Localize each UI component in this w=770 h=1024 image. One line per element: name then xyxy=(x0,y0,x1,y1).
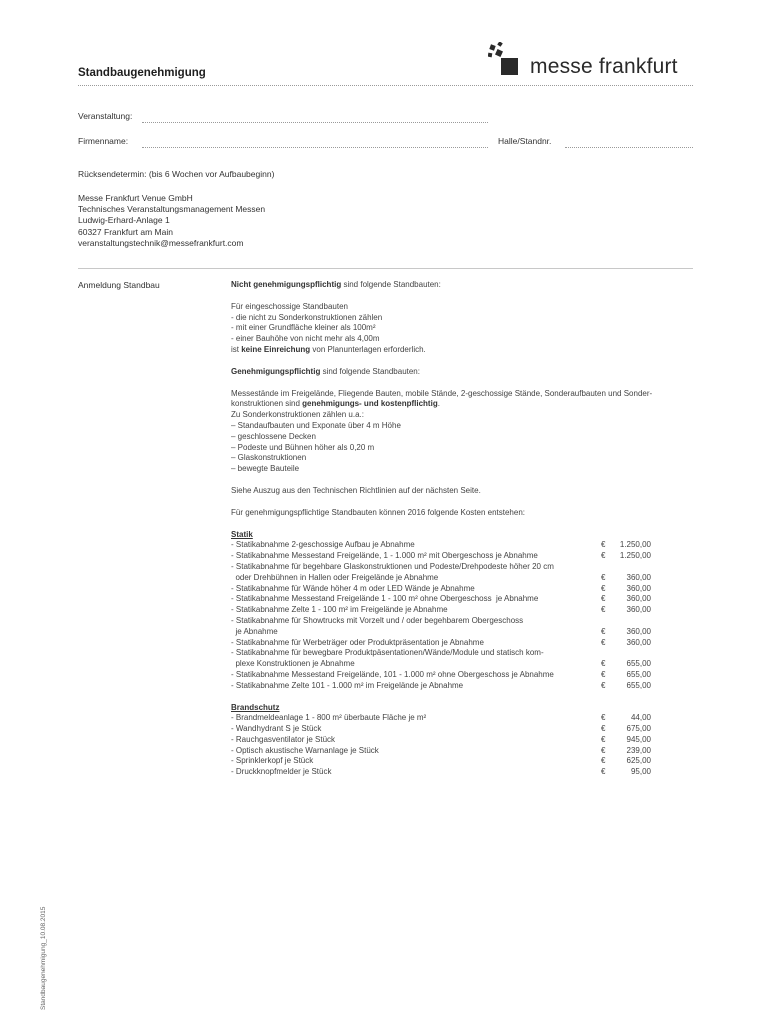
address-line: 60327 Frankfurt am Main xyxy=(78,226,173,237)
address-line: Technisches Veranstaltungsmanagement Messen xyxy=(78,204,266,215)
cost-amount: 655,00 xyxy=(626,680,651,690)
brandschutz-list xyxy=(231,713,693,778)
currency-symbol: € xyxy=(601,680,606,690)
cost-amount: 44,00 xyxy=(630,713,651,723)
cost-description: - Rauchgasventilator je Stück xyxy=(231,734,336,744)
paragraph: Für genehmigungspflichtige Standbauten können 2016 folgende Kosten entstehen: xyxy=(231,507,525,517)
cost-amount: 360,00 xyxy=(626,572,651,582)
emphasis: Genehmigungspflichtig xyxy=(231,366,321,376)
emphasis: genehmigungs- und kostenpflichtig xyxy=(302,399,438,409)
cost-amount: 360,00 xyxy=(626,605,651,615)
currency-symbol: € xyxy=(601,594,606,604)
address-block xyxy=(78,193,265,249)
line: - die nicht zu Sonderkonstruktionen zählen xyxy=(231,312,383,322)
side-note: Standbaugenehmigung_10.08.2015 xyxy=(40,906,47,1010)
cost-row xyxy=(231,638,693,649)
cost-description: plexe Konstruktionen je Abnahme xyxy=(231,659,355,669)
cost-row xyxy=(231,713,693,724)
section-divider xyxy=(78,268,693,269)
currency-symbol: € xyxy=(601,734,606,744)
cost-row xyxy=(231,756,693,767)
cost-description: - Statikabnahme Messestand Freigelände, 101 - 1.000 m² ohne Obergeschoss je Abnahme xyxy=(231,669,554,679)
company-label: Firmenname: xyxy=(78,136,129,146)
cost-amount: 360,00 xyxy=(626,626,651,636)
header-divider xyxy=(78,85,693,86)
cost-amount: 945,00 xyxy=(626,734,651,744)
cost-row xyxy=(231,551,693,562)
paragraph: Genehmigungspflichtig sind folgende Standbauten: xyxy=(231,366,420,376)
cost-description: - Statikabnahme für bewegbare Produktpäsentationen/Wände/Module und statisch kom- xyxy=(231,648,544,658)
currency-symbol: € xyxy=(601,745,606,755)
cost-amount: 360,00 xyxy=(626,583,651,593)
hall-input[interactable] xyxy=(565,147,693,148)
cost-row xyxy=(231,594,693,605)
cost-row xyxy=(231,767,693,778)
cost-row xyxy=(231,605,693,616)
cost-description: - Statikabnahme für begehbare Glaskonstruktionen und Podeste/Drehpodeste höher 20 cm xyxy=(231,561,554,571)
cost-row xyxy=(231,746,693,757)
line: konstruktionen sind genehmigungs- und kostenpflichtig. xyxy=(231,399,440,409)
currency-symbol: € xyxy=(601,669,606,679)
line: – Standaufbauten und Exponate über 4 m Höhe xyxy=(231,420,401,430)
line: Zu Sonderkonstruktionen zählen u.a.: xyxy=(231,410,364,420)
brandschutz-heading: Brandschutz xyxy=(231,702,280,712)
section-body xyxy=(231,280,693,778)
address-email: veranstaltungstechnik@messefrankfurt.com xyxy=(78,237,244,248)
cost-amount: 360,00 xyxy=(626,637,651,647)
paragraph: Siehe Auszug aus den Technischen Richtlinien auf der nächsten Seite. xyxy=(231,485,481,495)
cost-row xyxy=(231,540,693,551)
currency-symbol: € xyxy=(601,626,606,636)
cost-row xyxy=(231,735,693,746)
cost-amount: 675,00 xyxy=(626,724,651,734)
cost-description: - Statikabnahme für Werbeträger oder Produktpräsentation je Abnahme xyxy=(231,637,484,647)
line: ist keine Einreichung von Planunterlagen erforderlich. xyxy=(231,344,426,354)
line: – geschlossene Decken xyxy=(231,431,316,441)
line: – Glaskonstruktionen xyxy=(231,453,307,463)
cost-row xyxy=(231,616,693,638)
cost-description: je Abnahme xyxy=(231,626,278,636)
currency-symbol: € xyxy=(601,572,606,582)
cost-row xyxy=(231,562,693,584)
cost-description: - Sprinklerkopf je Stück xyxy=(231,756,314,766)
cost-amount: 625,00 xyxy=(626,756,651,766)
line: Messestände im Freigelände, Fliegende Bauten, mobile Stände, 2-geschossige Stände, Sonderaufbauten und Sonder- xyxy=(231,388,653,398)
currency-symbol: € xyxy=(601,551,606,561)
cost-description: - Statikabnahme Messestand Freigelände 1 - 100 m² ohne Obergeschoss je Abnahme xyxy=(231,594,539,604)
event-label: Veranstaltung: xyxy=(78,111,133,121)
cost-description: - Wandhydrant S je Stück xyxy=(231,724,322,734)
currency-symbol: € xyxy=(601,724,606,734)
line: – bewegte Bauteile xyxy=(231,464,300,474)
cost-description: oder Drehbühnen in Hallen oder Freigelände je Abnahme xyxy=(231,572,439,582)
line: - einer Bauhöhe von nicht mehr als 4,00m xyxy=(231,334,380,344)
hall-label: Halle/Standnr. xyxy=(498,136,552,146)
cost-amount: 360,00 xyxy=(626,594,651,604)
cost-amount: 655,00 xyxy=(626,659,651,669)
messe-frankfurt-logo xyxy=(488,42,698,78)
cost-description: - Statikabnahme Zelte 101 - 1.000 m² im Freigelände je Abnahme xyxy=(231,680,464,690)
cost-amount: 1.250,00 xyxy=(619,540,651,550)
address-line: Ludwig-Erhard-Anlage 1 xyxy=(78,215,170,226)
currency-symbol: € xyxy=(601,605,606,615)
emphasis: Nicht genehmigungspflichtig xyxy=(231,280,342,289)
statik-list xyxy=(231,540,693,691)
cost-amount: 95,00 xyxy=(630,767,651,777)
emphasis: keine Einreichung xyxy=(241,344,311,354)
company-input[interactable] xyxy=(142,147,488,148)
currency-symbol: € xyxy=(601,637,606,647)
cost-amount: 239,00 xyxy=(626,745,651,755)
address-line: Messe Frankfurt Venue GmbH xyxy=(78,193,193,203)
cost-description: - Brandmeldeanlage 1 - 800 m² überbaute Fläche je m² xyxy=(231,713,427,723)
currency-symbol: € xyxy=(601,583,606,593)
currency-symbol: € xyxy=(601,767,606,777)
line: Für eingeschossige Standbauten xyxy=(231,301,348,311)
currency-symbol: € xyxy=(601,756,606,766)
cost-row xyxy=(231,681,693,692)
event-input[interactable] xyxy=(142,122,488,123)
section-label: Anmeldung Standbau xyxy=(78,280,160,290)
line: – Podeste und Bühnen höher als 0,20 m xyxy=(231,442,375,452)
logo-wordmark: messe frankfurt xyxy=(530,55,678,78)
cost-description: - Druckknopfmelder je Stück xyxy=(231,767,332,777)
statik-heading: Statik xyxy=(231,529,253,539)
cost-description: - Statikabnahme Zelte 1 - 100 m² im Freigelände je Abnahme xyxy=(231,605,448,615)
cost-row xyxy=(231,724,693,735)
page-title: Standbaugenehmigung xyxy=(78,67,206,79)
cost-description: - Statikabnahme 2-geschossige Aufbau je Abnahme xyxy=(231,540,415,550)
logo-cubes-icon xyxy=(488,42,522,78)
currency-symbol: € xyxy=(601,713,606,723)
return-date: Rücksendetermin: (bis 6 Wochen vor Aufbaubeginn) xyxy=(78,169,275,179)
cost-amount: 1.250,00 xyxy=(619,551,651,561)
cost-description: - Statikabnahme für Wände höher 4 m oder LED Wände je Abnahme xyxy=(231,583,475,593)
cost-amount: 655,00 xyxy=(626,669,651,679)
cost-description: - Statikabnahme für Showtrucks mit Vorzelt und / oder begehbarem Obergeschoss xyxy=(231,615,524,625)
line: - mit einer Grundfläche kleiner als 100m² xyxy=(231,323,376,333)
cost-description: - Statikabnahme Messestand Freigelände, 1 - 1.000 m² mit Obergeschoss je Abnahme xyxy=(231,551,538,561)
paragraph: Nicht genehmigungspflichtig sind folgende Standbauten: xyxy=(231,280,441,289)
cost-row xyxy=(231,670,693,681)
currency-symbol: € xyxy=(601,659,606,669)
cost-description: - Optisch akustische Warnanlage je Stück xyxy=(231,745,379,755)
cost-row xyxy=(231,648,693,670)
cost-row xyxy=(231,584,693,595)
currency-symbol: € xyxy=(601,540,606,550)
